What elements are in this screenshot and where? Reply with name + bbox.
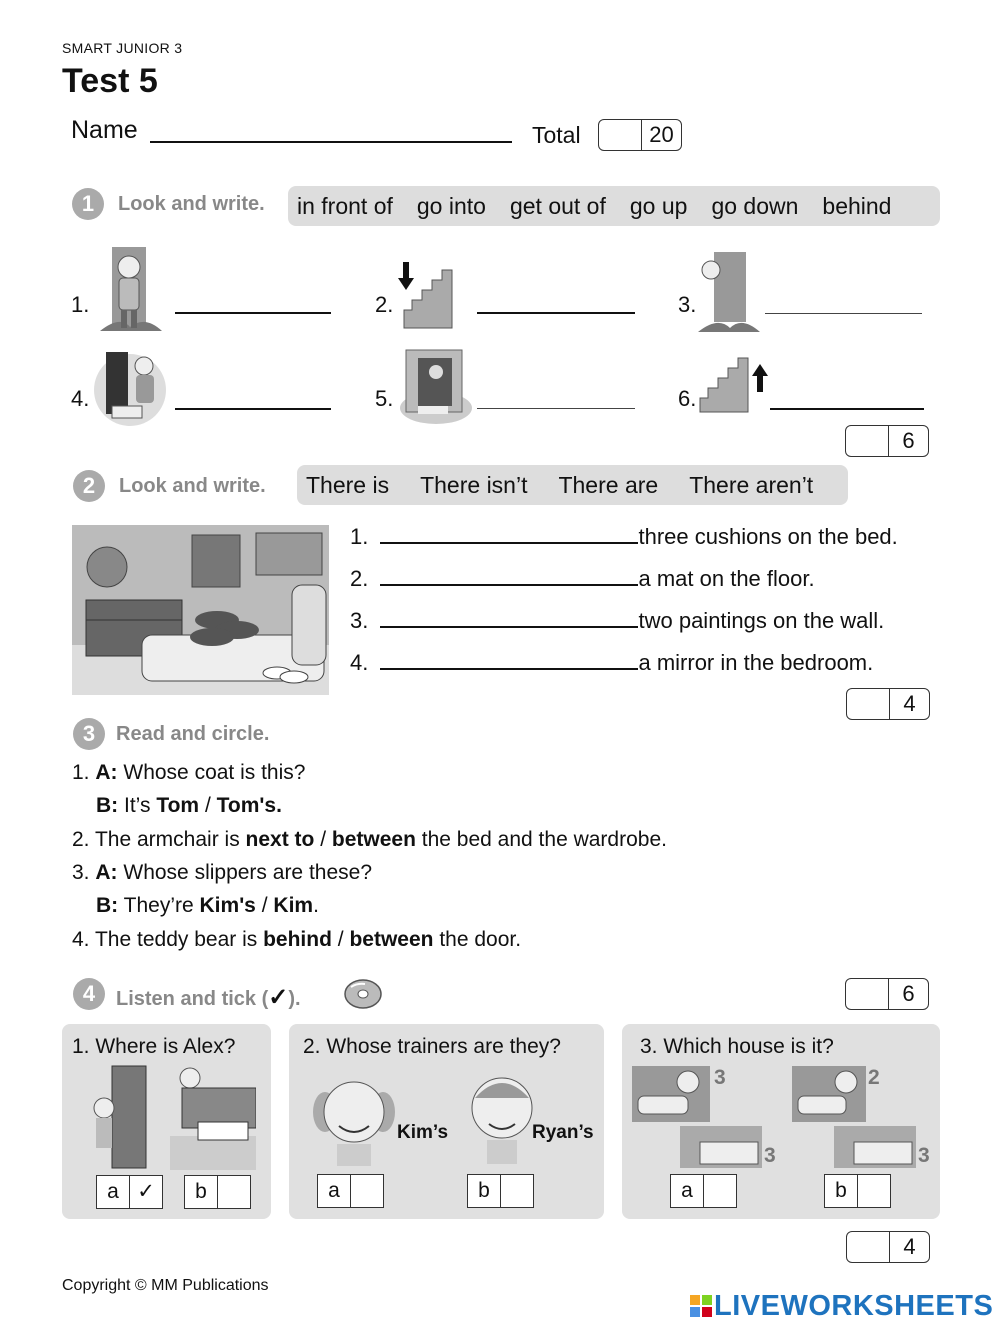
word-5: go down	[711, 192, 799, 219]
girl-kim-image	[313, 1066, 395, 1166]
ex4-instruction-text: Listen and tick (	[116, 988, 269, 1010]
exercise-2-word-box	[297, 465, 848, 505]
girl-in-front-of-tree-image	[90, 245, 170, 335]
ex1-item-3-number: 3.	[678, 292, 697, 317]
word-4: go up	[629, 192, 688, 219]
ex3-q4-prefix: The teddy bear is	[94, 928, 258, 951]
ryan-label: Ryan’s	[532, 1122, 594, 1143]
house-b-bathroom-image	[792, 1066, 866, 1122]
ex2-item-1-number: 1.	[350, 524, 369, 549]
separator: /	[320, 828, 327, 851]
ex2-item-1-text: three cushions on the bed.	[638, 524, 898, 549]
name-label: Name	[71, 116, 138, 144]
ex1-item-1-number: 1.	[71, 292, 90, 317]
ex1-item-6-number: 6.	[678, 386, 697, 411]
name-field[interactable]	[150, 141, 512, 143]
phrase-4: There aren’t	[689, 471, 814, 498]
ex3-q1-number: 1.	[72, 761, 90, 784]
ex3-q1-option-2[interactable]: Tom's.	[216, 794, 282, 817]
exercise-4-instruction	[116, 983, 301, 1012]
ex3-q3-prefix: They’re	[123, 894, 194, 917]
ex3-q3-option-1[interactable]: Kim's	[199, 894, 256, 917]
tick-icon: ✓	[268, 984, 289, 1011]
ex2-score-box	[846, 688, 930, 720]
option-letter: a	[671, 1175, 704, 1207]
ex2-item-3-text: two paintings on the wall.	[638, 608, 885, 633]
house-b-bedroom-image	[834, 1126, 916, 1168]
total-score-box	[598, 119, 682, 151]
option-letter: b	[825, 1175, 858, 1207]
ex1-answer-1[interactable]	[175, 312, 331, 314]
word-6: behind	[822, 192, 892, 219]
ex3-q2-option-1[interactable]: next to	[245, 828, 315, 851]
ex2-item-3	[350, 606, 884, 634]
ex2-score-input[interactable]	[847, 689, 890, 719]
option-letter: a	[318, 1175, 351, 1207]
ex4-score-box-bottom	[846, 1231, 930, 1263]
word-3: get out of	[509, 192, 606, 219]
phrase-1: There is	[306, 471, 390, 498]
word-2: go into	[416, 192, 486, 219]
ex4-panel-1-question: 1. Where is Alex?	[72, 1035, 236, 1058]
ex3-q1-option-1[interactable]: Tom	[156, 794, 200, 817]
ex2-item-2	[350, 564, 815, 592]
ex1-answer-2[interactable]	[477, 312, 635, 314]
house-a-bedroom-image	[680, 1126, 762, 1168]
house-b-bedrooms: 3	[918, 1144, 930, 1167]
tick-box[interactable]	[351, 1175, 383, 1207]
word-1: in front of	[297, 192, 393, 219]
kim-label: Kim’s	[397, 1122, 449, 1143]
ex2-item-2-text: a mat on the floor.	[638, 566, 815, 591]
ex4-panel-2	[289, 1024, 604, 1219]
ex1-item-5-number: 5.	[375, 386, 394, 411]
ex4-panel-3-question: 3. Which house is it?	[640, 1035, 834, 1058]
boy-behind-door-image	[90, 1064, 150, 1170]
speaker-b: B:	[96, 794, 119, 817]
house-b-bathrooms: 2	[868, 1066, 880, 1089]
ex3-q4-option-2[interactable]: between	[349, 928, 434, 951]
tick-mark-icon[interactable]: ✓	[137, 1180, 155, 1203]
separator: /	[337, 928, 344, 951]
ex3-q1-b	[96, 789, 282, 822]
ex4-panel-3	[622, 1024, 940, 1219]
ex4-p1-option-b[interactable]	[184, 1175, 251, 1209]
ex2-item-2-number: 2.	[350, 566, 369, 591]
bedroom-image	[72, 525, 329, 695]
girl-go-into-door-image	[398, 348, 474, 426]
house-a-bedrooms: 3	[764, 1144, 776, 1167]
ex4-score-bottom: 4	[903, 1234, 916, 1259]
total-label: Total	[532, 122, 581, 148]
exercise-1-badge: 1	[72, 188, 104, 220]
ex1-item-2-number: 2.	[375, 292, 394, 317]
ex3-q4-suffix: the door.	[439, 928, 522, 951]
ex4-p3-option-b[interactable]	[824, 1174, 891, 1208]
ex3-q3-b	[96, 889, 319, 922]
ex3-q2-suffix: the bed and the wardrobe.	[421, 828, 667, 851]
ex4-p1-option-a[interactable]	[96, 1175, 163, 1209]
speaker-a: A:	[95, 861, 118, 884]
ex1-score-input[interactable]	[846, 426, 889, 456]
ex3-q3-number: 3.	[72, 861, 90, 884]
ex1-answer-3[interactable]	[765, 313, 922, 314]
ex4-p3-option-a[interactable]	[670, 1174, 737, 1208]
ex2-item-4-number: 4.	[350, 650, 369, 675]
ex3-q3-option-2[interactable]: Kim	[273, 894, 314, 917]
ex3-q3-a	[72, 856, 372, 889]
go-down-stairs-image	[396, 262, 458, 332]
tick-box[interactable]	[704, 1175, 736, 1207]
ex2-answer-1[interactable]	[380, 522, 638, 544]
exercise-2-instruction: Look and write.	[119, 475, 266, 497]
speaker-b: B:	[96, 894, 119, 917]
phrase-3: There are	[558, 471, 659, 498]
ex3-q2-number: 2.	[72, 828, 90, 851]
ex4-score-input-bottom[interactable]	[847, 1232, 890, 1262]
ex4-p2-option-b[interactable]	[467, 1174, 534, 1208]
logo-blocks-icon	[690, 1293, 712, 1321]
total-max: 20	[649, 122, 674, 147]
ex3-q4-option-1[interactable]: behind	[263, 928, 332, 951]
exercise-2-badge: 2	[73, 470, 105, 502]
option-letter: b	[185, 1176, 218, 1208]
ex3-q1-question: Whose coat is this?	[123, 761, 306, 784]
audio-cd-icon[interactable]	[343, 977, 383, 1011]
ex3-q1-a	[72, 756, 305, 789]
exercise-3-instruction: Read and circle.	[116, 723, 270, 745]
separator: /	[261, 894, 268, 917]
boy-behind-tree-image	[696, 250, 762, 334]
ex3-q2	[72, 823, 667, 856]
ex2-item-3-number: 3.	[350, 608, 369, 633]
ex4-panel-2-question: 2. Whose trainers are they?	[303, 1035, 561, 1058]
option-letter: a	[97, 1176, 130, 1208]
ex2-item-4-text: a mirror in the bedroom.	[638, 650, 874, 675]
ex4-panel-1	[62, 1024, 271, 1219]
ex3-q4	[72, 923, 521, 956]
liveworksheets-logo	[690, 1290, 993, 1323]
ex1-score-box	[845, 425, 929, 457]
ex2-score-max: 4	[903, 691, 916, 716]
ex1-answer-5[interactable]	[477, 408, 635, 409]
boy-ryan-image	[467, 1064, 537, 1166]
ex2-answer-3[interactable]	[380, 606, 638, 628]
ex2-item-1	[350, 522, 898, 550]
ex3-q3-question: Whose slippers are these?	[123, 861, 373, 884]
boy-behind-sofa-image	[170, 1066, 256, 1170]
go-up-stairs-image	[698, 356, 770, 414]
option-letter: b	[468, 1175, 501, 1207]
phrase-2: There isn’t	[420, 471, 528, 498]
ex3-q2-option-2[interactable]: between	[331, 828, 416, 851]
ex4-p2-option-a[interactable]	[317, 1174, 384, 1208]
copyright: Copyright © MM Publications	[62, 1277, 269, 1294]
house-a-bathrooms: 3	[714, 1066, 726, 1089]
ex3-q4-number: 4.	[72, 928, 90, 951]
tick-box[interactable]	[218, 1176, 250, 1208]
exercise-3-badge: 3	[73, 718, 105, 750]
ex3-q1-prefix: It’s	[124, 794, 151, 817]
ex1-answer-4[interactable]	[175, 408, 331, 410]
ex4-score-input-top[interactable]	[846, 979, 889, 1009]
ex2-answer-2[interactable]	[380, 564, 638, 586]
page-title: Test 5	[62, 62, 158, 100]
ex3-q2-prefix: The armchair is	[94, 828, 240, 851]
ex1-answer-6[interactable]	[770, 408, 924, 410]
ex1-item-4-number: 4.	[71, 386, 90, 411]
exercise-1-word-box	[288, 186, 940, 226]
house-a-bathroom-image	[632, 1066, 710, 1122]
total-score-input[interactable]	[599, 120, 642, 150]
ex1-score-max: 6	[902, 428, 915, 453]
ex4-instruction-end: ).	[288, 988, 301, 1010]
ex2-item-4	[350, 648, 873, 676]
separator: /	[204, 794, 211, 817]
ex4-score-top: 6	[902, 981, 915, 1006]
brand-name: LIVEWORKSHEETS	[714, 1290, 994, 1322]
boy-get-out-of-door-image	[92, 344, 170, 428]
ex2-answer-4[interactable]	[380, 648, 638, 670]
ex4-score-box-top	[845, 978, 929, 1010]
speaker-a: A:	[95, 761, 118, 784]
series-label: SMART JUNIOR 3	[62, 40, 183, 56]
ex3-q3-period: .	[313, 894, 319, 917]
tick-box[interactable]	[858, 1175, 890, 1207]
tick-box[interactable]	[501, 1175, 533, 1207]
exercise-4-badge: 4	[73, 978, 105, 1010]
exercise-1-instruction: Look and write.	[118, 193, 265, 215]
